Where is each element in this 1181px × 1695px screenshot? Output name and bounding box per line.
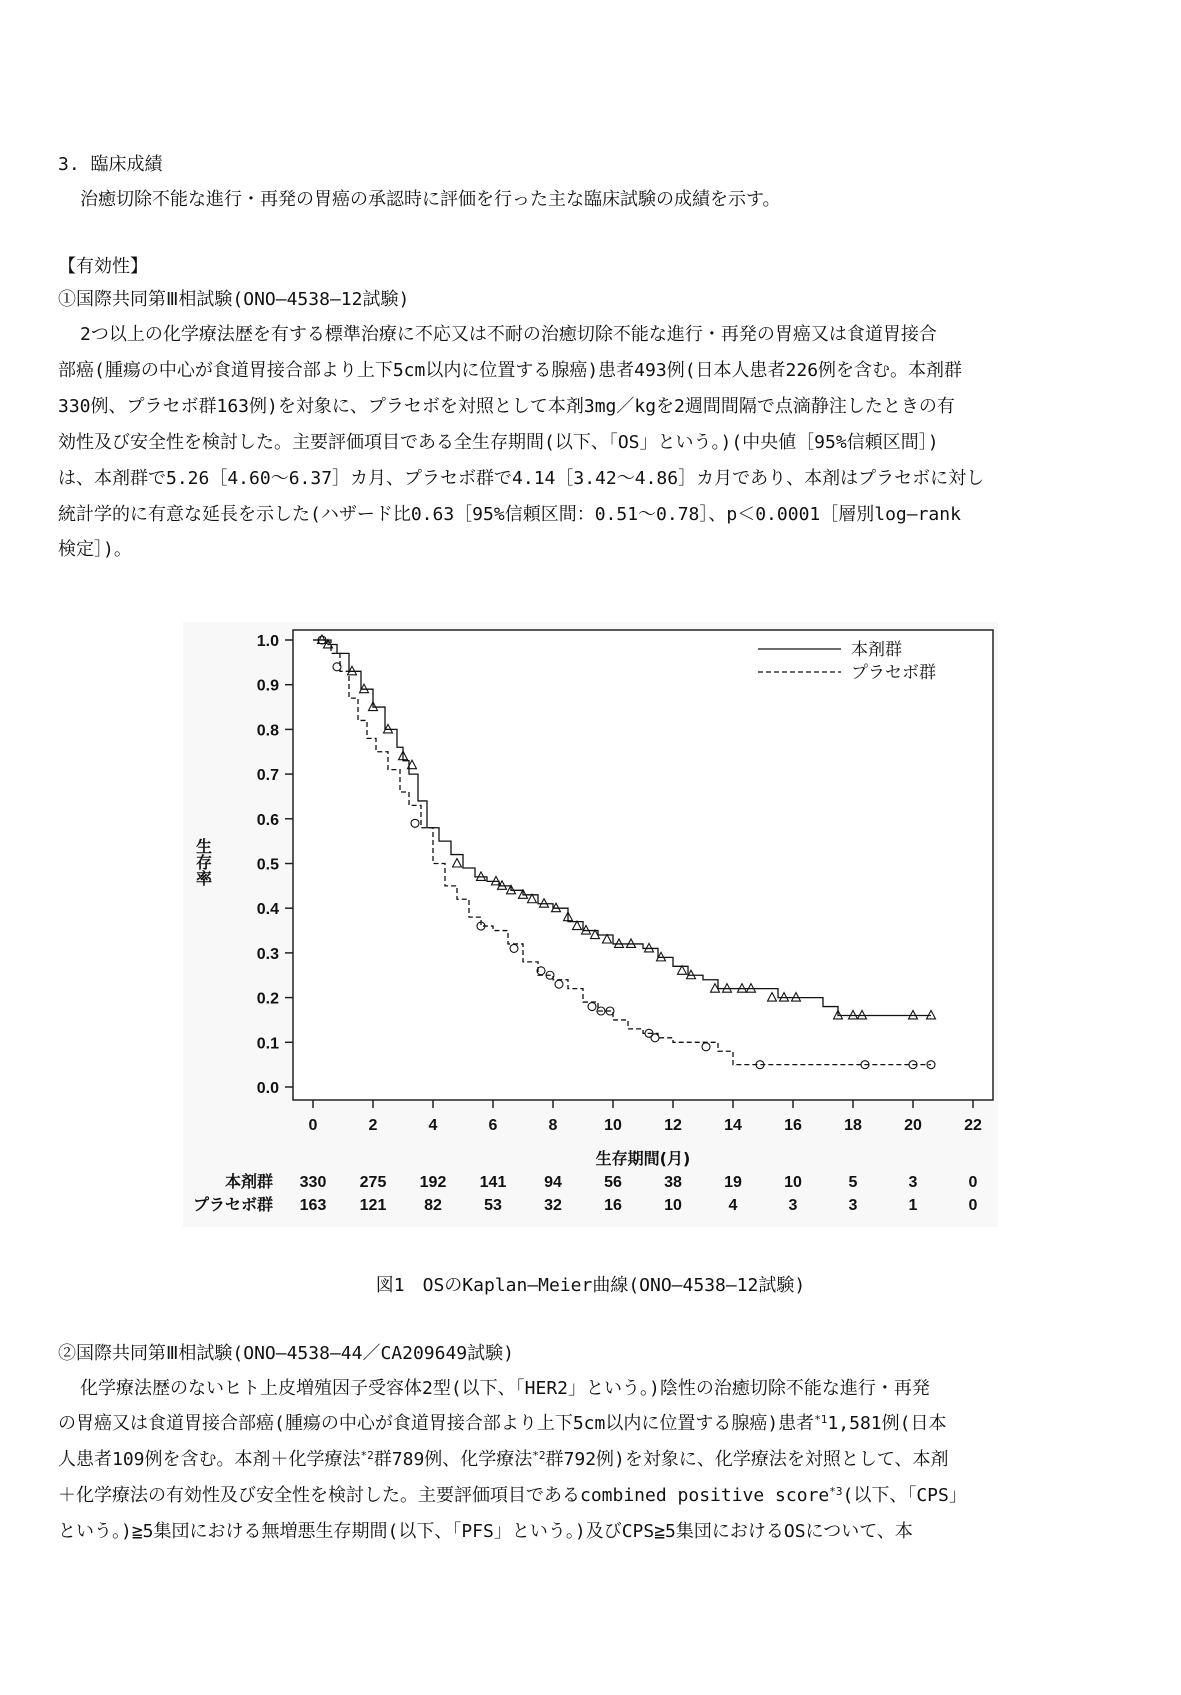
trial1-line: 2つ以上の化学療法歴を有する標準治療に不応又は不耐の治癒切除不能な進行・再発の胃癌又は食道胃接合: [80, 324, 937, 345]
trial1-line: 部癌(腫瘍の中心が食道胃接合部より上下5cm以内に位置する腺癌)患者493例(日本人患者226例を含む。本剤群: [58, 360, 963, 381]
figure-caption: 図1 OSのKaplan―Meier曲線(ONO―4538―12試験): [375, 1275, 806, 1296]
km-chart-svg: [183, 622, 998, 1227]
risk-count: 1: [908, 1197, 918, 1214]
trial1-title: ①国際共同第Ⅲ相試験(ONO―4538―12試験): [58, 289, 410, 310]
km-chart: [183, 622, 998, 1227]
y-tick-label: 0.5: [256, 856, 279, 874]
y-axis-label: 生存率: [193, 838, 213, 886]
x-tick-label: 20: [904, 1117, 922, 1134]
trial2-title: ②国際共同第Ⅲ相試験(ONO―4538―44／CA209649試験): [58, 1343, 514, 1364]
footnote-ref: *2: [532, 1449, 546, 1462]
risk-count: 275: [359, 1174, 387, 1191]
trial2-line: 化学療法歴のないヒト上皮増殖因子受容体2型(以下、「HER2」という。)陰性の治癒切除不能な進行・再発: [80, 1378, 930, 1399]
risk-count: 121: [359, 1197, 387, 1214]
x-tick-label: 4: [428, 1117, 438, 1134]
y-tick-label: 0.1: [256, 1035, 279, 1053]
trial2-text: 群789例、化学療法: [373, 1449, 533, 1470]
risk-count: 38: [664, 1174, 682, 1191]
risk-count: 19: [724, 1174, 742, 1191]
x-tick-label: 22: [964, 1117, 982, 1134]
trial2-line: という。)≧5集団における無増悪生存期間(以下、「PFS」という。)及びCPS≧5集団におけるOSについて、本: [58, 1521, 913, 1542]
risk-count: 0: [968, 1174, 978, 1191]
trial2-text: (以下、「CPS」: [842, 1485, 967, 1506]
x-tick-label: 2: [368, 1117, 378, 1134]
x-tick-label: 6: [488, 1117, 498, 1134]
trial1-line: 統計学的に有意な延長を示した(ハザード比0.63［95%信頼区間：0.51～0.78］、p＜0.0001［層別log―rank: [58, 504, 961, 525]
trial2-text: ＋化学療法の有効性及び安全性を検討した。主要評価項目であるcombined positive score: [58, 1485, 830, 1506]
trial2-line: [58, 1448, 949, 1472]
efficacy-heading: 【有効性】: [58, 256, 148, 277]
trial2-text: 人患者109例を含む。本剤＋化学療法: [58, 1449, 361, 1470]
y-tick-label: 0.4: [256, 901, 279, 919]
y-tick-label: 0.7: [256, 767, 279, 785]
y-tick-label: 1.0: [256, 633, 279, 650]
y-tick-label: 0.3: [256, 945, 279, 963]
x-tick-label: 18: [844, 1117, 862, 1134]
x-tick-label: 0: [308, 1117, 318, 1134]
risk-count: 3: [848, 1197, 858, 1214]
risk-count: 4: [728, 1197, 738, 1214]
footnote-ref: *2: [360, 1449, 374, 1462]
y-tick-label: 0.8: [256, 722, 279, 740]
risk-count: 141: [479, 1174, 507, 1191]
x-axis-label: 生存期間(月): [595, 1149, 691, 1168]
risk-count: 82: [424, 1197, 442, 1214]
trial1-line: 効性及び安全性を検討した。主要評価項目である全生存期間(以下、「OS」という。)(中央値［95%信頼区間］): [58, 432, 939, 453]
section-heading: 3. 臨床成績: [58, 154, 163, 175]
risk-count: 3: [908, 1174, 918, 1191]
risk-count: 94: [544, 1174, 562, 1191]
legend-label-placebo: プラセボ群: [851, 663, 936, 683]
footnote-ref: *3: [829, 1485, 843, 1498]
risk-count: 163: [299, 1197, 327, 1214]
y-tick-label: 0.0: [256, 1080, 279, 1097]
section-intro: 治癒切除不能な進行・再発の胃癌の承認時に評価を行った主な臨床試験の成績を示す。: [80, 189, 781, 210]
y-tick-label: 0.2: [256, 990, 279, 1008]
footnote-ref: *1: [814, 1413, 828, 1426]
risk-count: 5: [848, 1174, 858, 1191]
trial2-text: 群792例)を対象に、化学療法を対照として、本剤: [545, 1449, 949, 1470]
x-tick-label: 14: [724, 1117, 742, 1134]
plot-frame: [293, 630, 993, 1100]
risk-count: 3: [788, 1197, 798, 1214]
trial1-line: 検定］)。: [58, 539, 132, 560]
risk-count: 10: [664, 1197, 682, 1214]
trial2-text: 1,581例(日本: [827, 1413, 947, 1434]
legend-label-treatment: 本剤群: [851, 640, 902, 660]
risk-count: 56: [604, 1174, 622, 1191]
y-tick-label: 0.6: [256, 811, 279, 829]
risk-count: 53: [484, 1197, 502, 1214]
trial2-text: の胃癌又は食道胃接合部癌(腫瘍の中心が食道胃接合部より上下5cm以内に位置する腺癌)患者: [58, 1413, 815, 1434]
x-tick-label: 12: [664, 1117, 682, 1134]
y-tick-label: 0.9: [256, 677, 279, 695]
x-tick-label: 10: [604, 1117, 622, 1134]
trial1-line: は、本剤群で5.26［4.60～6.37］カ月、プラセボ群で4.14［3.42～4.86］カ月であり、本剤はプラセボに対し: [58, 468, 985, 489]
risk-label-treatment: 本剤群: [224, 1172, 273, 1191]
risk-count: 192: [419, 1174, 447, 1191]
risk-count: 32: [544, 1197, 562, 1214]
trial1-line: 330例、プラセボ群163例)を対象に、プラセボを対照として本剤3mg／kgを2週間間隔で点滴静注したときの有: [58, 396, 955, 417]
trial2-line: [58, 1412, 946, 1436]
x-tick-label: 16: [784, 1117, 802, 1134]
risk-label-placebo: プラセボ群: [192, 1195, 273, 1214]
x-tick-label: 8: [548, 1117, 558, 1134]
risk-count: 0: [968, 1197, 978, 1214]
risk-count: 330: [299, 1174, 327, 1191]
risk-count: 10: [784, 1174, 802, 1191]
risk-count: 16: [604, 1197, 622, 1214]
trial2-line: [58, 1484, 967, 1508]
